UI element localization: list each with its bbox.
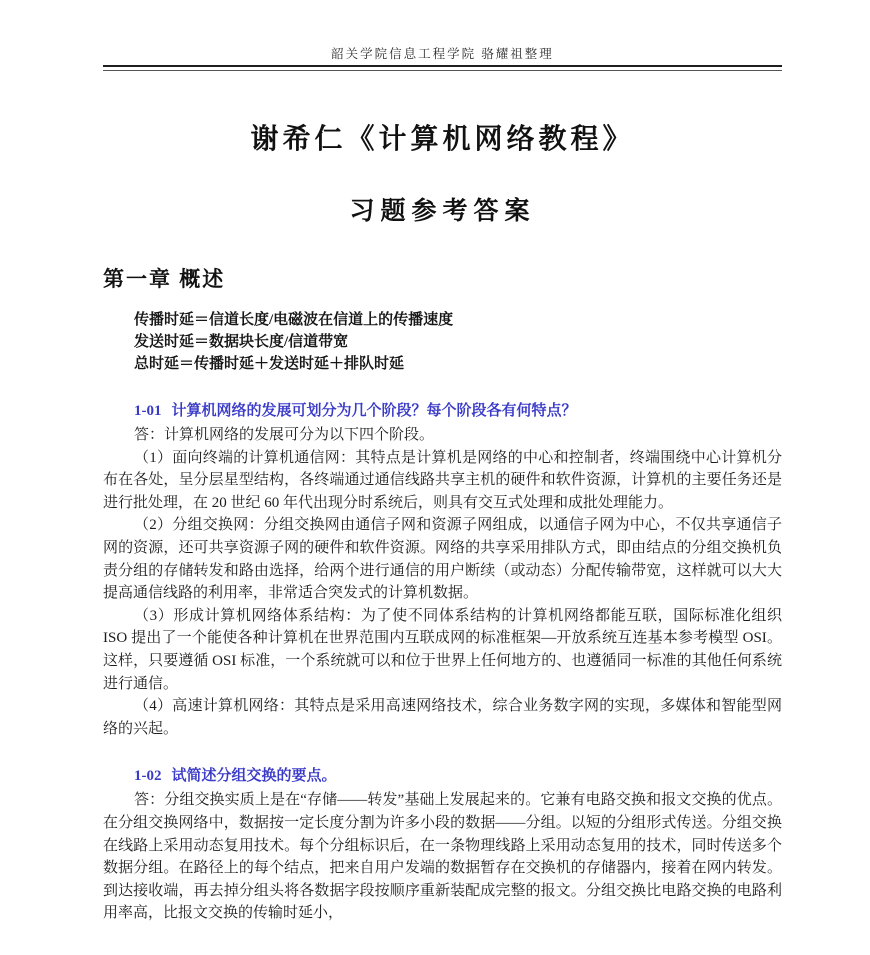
- question-1-01-heading: [134, 401, 782, 422]
- answer-1-01-stage-1: （1）面向终端的计算机通信网：其特点是计算机是网络的中心和控制者，终端围绕中心计算机分布在各处，呈分层星型结构，各终端通过通信线路共享主机的硬件和软件资源，计算机的主要任务还是进行批处理，在 20 世纪 60 年代出现分时系统后，则具有交互式处理和成批处理能力。: [103, 449, 782, 511]
- document-subtitle: 习题参考答案: [349, 198, 536, 225]
- answer-1-02-text: 答：分组交换实质上是在“存储——转发”基础上发展起来的。它兼有电路交换和报文交换的优点。在分组交换网络中，数据按一定长度分割为许多小段的数据——分组。以短的分组形式传送。分组交换在线路上采用动态复用技术。每个分组标识后，在一条物理线路上采用动态复用的技术，同时传送多个数据分组。在路径上的每个结点，把来自用户发端的数据暂存在交换机的存储器内，接着在网内转发。到达接收端，再去掉分组头将各数据字段按顺序重新装配成完整的报文。分组交换比电路交换的电路利用率高，比报文交换的传输时延小，: [103, 792, 782, 922]
- question-1-02-heading: [134, 766, 782, 787]
- page-header: [103, 44, 782, 71]
- header-rule: [103, 65, 782, 71]
- answer-1-01-stage-2: （2）分组交换网：分组交换网由通信子网和资源子网组成，以通信子网为中心，不仅共享通信子网的资源，还可共享资源子网的硬件和软件资源。网络的共享采用排队方式，即由结点的分组交换机负责分组的存储转发和路由选择，给两个进行通信的用户断续（或动态）分配传输带宽，这样就可以大大提高通信线路的利用率，非常适合突发式的计算机数据。: [103, 517, 782, 602]
- question-1-01-text: 计算机网络的发展可划分为几个阶段？每个阶段各有何特点？: [171, 403, 577, 419]
- document-title: 谢希仁《计算机网络教程》: [250, 124, 635, 155]
- chapter-heading: 第一章 概述: [103, 267, 226, 291]
- answer-1-01-stage-4: （4）高速计算机网络：其特点是采用高速网络技术，综合业务数字网的实现，多媒体和智能型网络的兴起。: [103, 698, 782, 737]
- answer-1-01-intro: 答：计算机网络的发展可分为以下四个阶段。: [134, 427, 435, 443]
- question-1-02-number: 1-02: [134, 768, 162, 785]
- formula-block: [134, 309, 782, 375]
- formula-transmission-delay: 发送时延＝数据块长度/信道带宽: [134, 334, 349, 350]
- question-1-01-number: 1-01: [134, 403, 162, 419]
- formula-propagation-delay: 传播时延＝信道长度/电磁波在信道上的传播速度: [134, 312, 454, 328]
- formula-total-delay: 总时延＝传播时延＋发送时延＋排队时延: [134, 356, 405, 372]
- header-text: 韶关学院信息工程学院 骆耀祖整理: [331, 47, 554, 61]
- question-1-02-text: 试简述分组交换的要点。: [171, 768, 337, 785]
- answer-1-01-stage-3: （3）形成计算机网络体系结构：为了使不同体系结构的计算机网络都能互联，国际标准化组织 ISO 提出了一个能使各种计算机在世界范围内互联成网的标准框架—开放系统互连基本参考模型 OSI。这样，只要遵循 OSI 标准，一个系统就可以和位于世界上任何地方的、也遵循同一标准的其他任何系统进行通信。: [103, 607, 782, 692]
